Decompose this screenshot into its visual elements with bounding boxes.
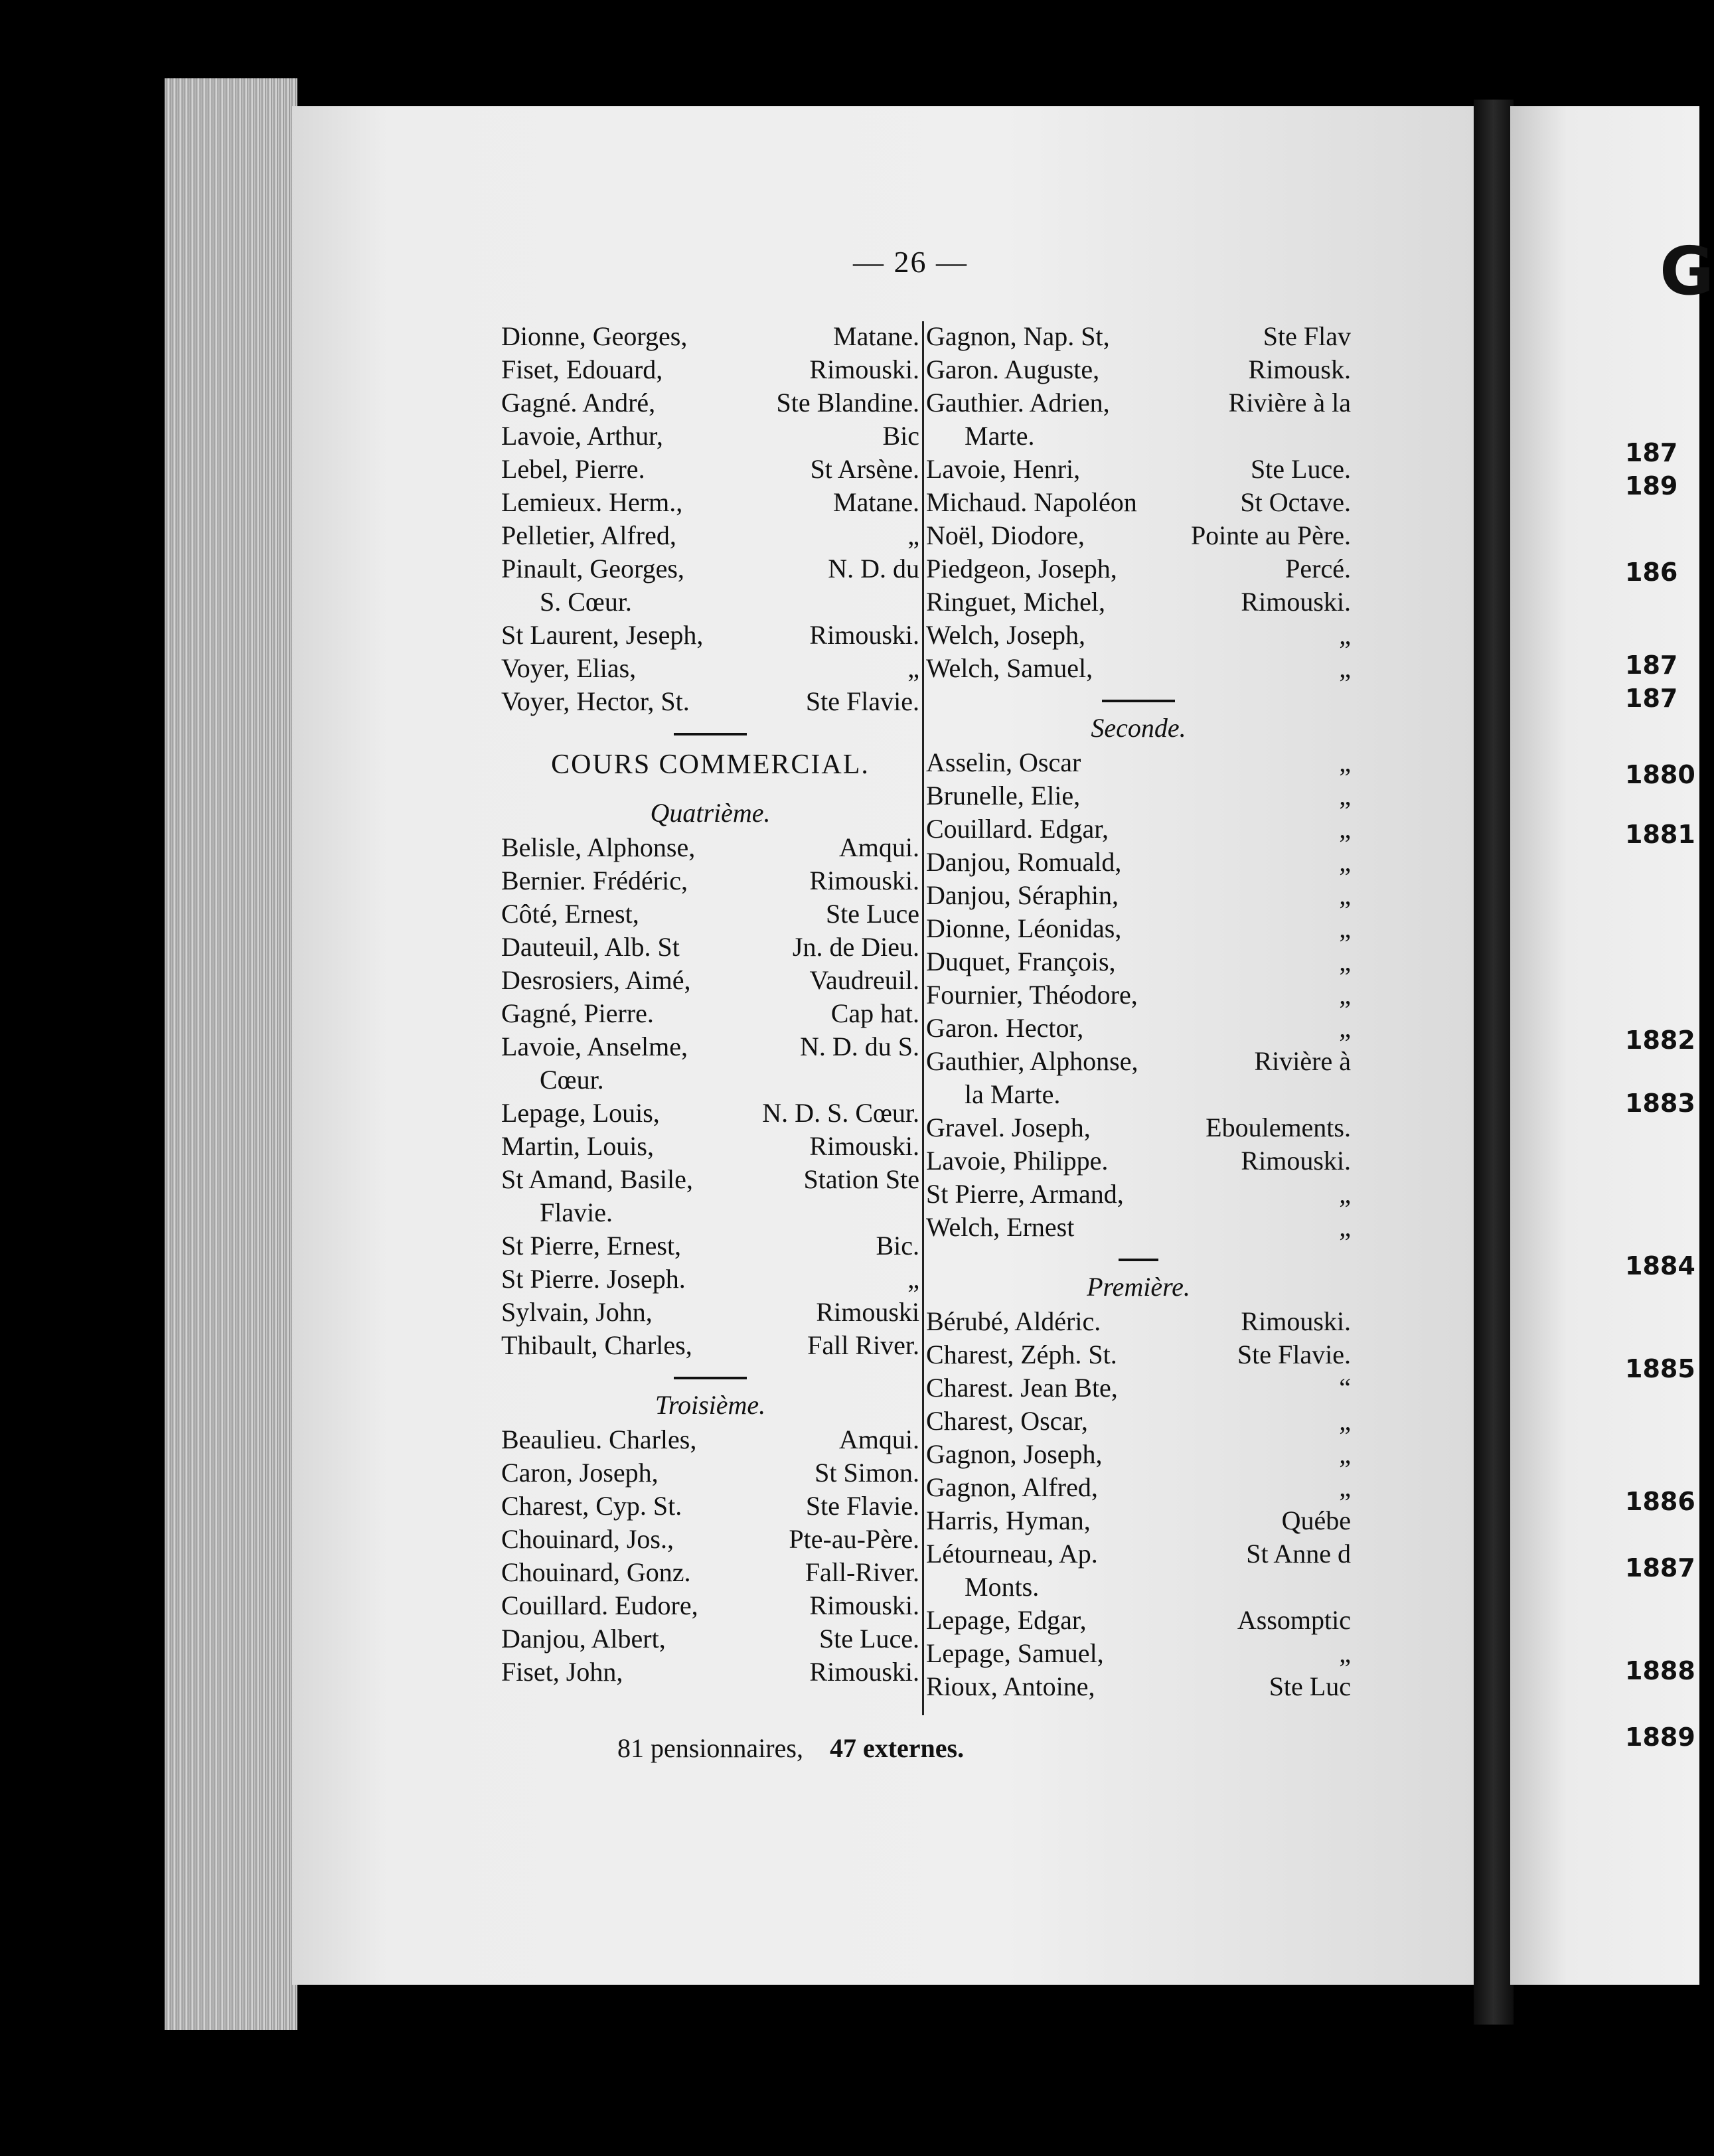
section-rule	[1102, 700, 1175, 702]
student-place: „	[907, 1264, 919, 1294]
list-item	[501, 1490, 919, 1523]
student-place: Ste Luce	[825, 899, 919, 929]
list-item	[926, 519, 1351, 552]
student-name: Caron, Joseph,	[501, 1458, 659, 1488]
student-name: St Laurent, Jeseph,	[501, 620, 704, 650]
student-place: “	[1339, 1373, 1351, 1403]
list-item	[926, 453, 1351, 486]
student-name: Noël, Diodore,	[926, 520, 1085, 550]
student-place: Rimouski.	[809, 354, 919, 384]
student-name: Martin, Louis,	[501, 1131, 654, 1161]
year-label: 187	[1625, 651, 1678, 680]
list-item	[926, 1637, 1351, 1670]
student-name: Thibault, Charles,	[501, 1330, 692, 1360]
list-item	[501, 964, 919, 997]
year-label: 186	[1625, 558, 1678, 587]
page-number: — 26 —	[853, 245, 968, 279]
list-item	[926, 978, 1351, 1012]
list-item	[501, 453, 919, 486]
student-place: Rimousk.	[1248, 354, 1351, 384]
list-item	[926, 1371, 1351, 1405]
right-column	[926, 320, 1351, 1703]
student-place: „	[1339, 1179, 1351, 1209]
list-item	[501, 1296, 919, 1329]
quatrieme-list	[501, 831, 919, 1362]
list-item	[926, 779, 1351, 812]
seconde-list	[926, 746, 1351, 1244]
list-item	[926, 1338, 1351, 1371]
year-label: 1888	[1625, 1656, 1695, 1685]
list-item	[501, 1622, 919, 1656]
student-name: Gagné. André,	[501, 388, 656, 418]
student-name: Charest, Cyp. St.	[501, 1491, 682, 1521]
student-name: St Pierre. Joseph.	[501, 1264, 686, 1294]
list-item	[501, 897, 919, 931]
list-item	[926, 1438, 1351, 1471]
pensionnaires-count: 81 pensionnaires,	[617, 1733, 803, 1763]
student-place: Rivière à la	[1228, 388, 1351, 418]
student-place: Rimouski.	[809, 866, 919, 895]
student-place: „	[1339, 1013, 1351, 1043]
list-item	[501, 1589, 919, 1622]
student-name: Lavoie, Philippe.	[926, 1146, 1109, 1176]
list-item	[926, 1670, 1351, 1703]
student-name: Létourneau, Ap.	[926, 1539, 1098, 1569]
list-item	[501, 1329, 919, 1362]
student-name: Belisle, Alphonse,	[501, 832, 696, 862]
student-name: Fiset, Edouard,	[501, 354, 663, 384]
student-name: Danjou, Albert,	[501, 1624, 666, 1654]
student-place: „	[1339, 1406, 1351, 1436]
student-name: Pinault, Georges,	[501, 554, 684, 583]
list-item	[501, 1097, 919, 1130]
list-item	[926, 585, 1351, 619]
right-page-heading: G	[1660, 232, 1714, 310]
student-place: Assomptic	[1237, 1605, 1351, 1635]
student-place: Ste Flavie.	[1237, 1340, 1351, 1369]
student-place: Station Ste	[803, 1164, 919, 1194]
year-label: 1884	[1625, 1251, 1695, 1280]
student-name: Gagnon, Alfred,	[926, 1472, 1098, 1502]
student-name: Gagné, Pierre.	[501, 998, 654, 1028]
year-label: 1880	[1625, 760, 1695, 789]
left-top-list	[501, 320, 919, 718]
student-name: Rioux, Antoine,	[926, 1671, 1095, 1701]
place-continuation: la Marte.	[965, 1079, 1061, 1109]
list-item	[926, 1012, 1351, 1045]
student-name: Welch, Ernest	[926, 1212, 1075, 1242]
list-item	[926, 1111, 1351, 1144]
student-place: Amqui.	[838, 1424, 919, 1454]
student-name: Chouinard, Jos.,	[501, 1524, 674, 1554]
list-item	[926, 1504, 1351, 1537]
list-item	[501, 1656, 919, 1689]
student-name: Dauteuil, Alb. St	[501, 932, 680, 962]
student-name: Gagnon, Nap. St,	[926, 321, 1110, 351]
right-top-list	[926, 320, 1351, 685]
list-item	[501, 1423, 919, 1456]
year-label: 1881	[1625, 820, 1695, 849]
student-place: Bic.	[876, 1231, 919, 1261]
student-place: „	[1339, 880, 1351, 910]
place-continuation: Monts.	[965, 1572, 1040, 1602]
list-item	[501, 997, 919, 1030]
student-name: Charest. Jean Bte,	[926, 1373, 1118, 1403]
student-name: Gravel. Joseph,	[926, 1113, 1091, 1142]
list-item	[926, 812, 1351, 846]
student-name: Côté, Ernest,	[501, 899, 639, 929]
student-place: Bic	[882, 421, 919, 451]
student-place: Vaudreuil.	[809, 965, 919, 995]
list-item	[501, 831, 919, 864]
list-item	[501, 353, 919, 386]
student-name: Dionne, Léonidas,	[926, 913, 1122, 943]
list-item	[926, 1604, 1351, 1637]
student-place: „	[1339, 781, 1351, 810]
year-label: 1885	[1625, 1354, 1695, 1383]
book-spine	[1474, 100, 1514, 2025]
student-place: Rimouski.	[809, 620, 919, 650]
student-place: Eboulements.	[1206, 1113, 1351, 1142]
student-name: Fiset, John,	[501, 1657, 623, 1687]
list-item	[501, 1523, 919, 1556]
student-place: Rimouski.	[1241, 1146, 1351, 1176]
section-rule	[674, 1377, 747, 1379]
student-name: Bérubé, Aldéric.	[926, 1306, 1101, 1336]
student-name: Bernier. Frédéric,	[501, 866, 688, 895]
list-item	[926, 552, 1351, 585]
student-name: Charest, Oscar,	[926, 1406, 1088, 1436]
list-item	[501, 1263, 919, 1296]
student-name: Lavoie, Anselme,	[501, 1032, 688, 1061]
list-item	[926, 945, 1351, 978]
student-name: Voyer, Hector, St.	[501, 686, 690, 716]
student-name: Harris, Hyman,	[926, 1505, 1091, 1535]
troisieme-list	[501, 1423, 919, 1689]
list-item	[926, 1537, 1351, 1571]
student-place: Rivière à	[1254, 1046, 1351, 1076]
year-label: 1882	[1625, 1026, 1695, 1055]
student-place: „	[907, 520, 919, 550]
list-item	[501, 420, 919, 453]
list-item	[926, 912, 1351, 945]
student-place: Amqui.	[838, 832, 919, 862]
left-column	[501, 320, 919, 1689]
seconde-heading: Seconde.	[1091, 713, 1186, 743]
column-divider	[922, 321, 924, 1715]
student-name: Welch, Joseph,	[926, 620, 1086, 650]
student-place: St Anne d	[1246, 1539, 1351, 1569]
list-item	[501, 320, 919, 353]
year-label: 187	[1625, 438, 1678, 467]
student-place: Cap hat.	[830, 998, 919, 1028]
student-place: „	[1339, 814, 1351, 844]
place-continuation: S. Cœur.	[540, 587, 632, 617]
list-item	[926, 1405, 1351, 1438]
book-page-edges	[165, 78, 297, 2030]
year-label: 1889	[1625, 1723, 1695, 1752]
list-item	[926, 746, 1351, 779]
year-label: 1883	[1625, 1089, 1695, 1118]
list-item	[926, 619, 1351, 652]
student-name: Chouinard, Gonz.	[501, 1557, 691, 1587]
student-name: Desrosiers, Aimé,	[501, 965, 691, 995]
student-place: Matane.	[833, 321, 919, 351]
list-item	[501, 1456, 919, 1490]
student-name: Gauthier, Alphonse,	[926, 1046, 1138, 1076]
student-place: Ste Flavie.	[805, 686, 919, 716]
list-item	[926, 1178, 1351, 1211]
list-item	[926, 320, 1351, 353]
student-place: Rimouski.	[809, 1131, 919, 1161]
list-item	[926, 386, 1351, 420]
student-place: Ste Luc	[1269, 1671, 1351, 1701]
student-place: „	[1339, 913, 1351, 943]
student-name: Ringuet, Michel,	[926, 587, 1105, 617]
student-place: Rimouski.	[809, 1657, 919, 1687]
list-item	[501, 519, 919, 552]
student-place: Ste Luce.	[818, 1624, 919, 1654]
list-item	[926, 1144, 1351, 1178]
student-name: Garon. Hector,	[926, 1013, 1084, 1043]
student-place: „	[1339, 1439, 1351, 1469]
student-place: Percé.	[1285, 554, 1351, 583]
list-item	[501, 1556, 919, 1589]
student-place: N. D. S. Cœur.	[762, 1098, 919, 1128]
student-place: Rimouski.	[1241, 1306, 1351, 1336]
year-label: 1886	[1625, 1487, 1695, 1516]
student-name: Charest, Zéph. St.	[926, 1340, 1117, 1369]
list-item	[501, 652, 919, 685]
place-continuation: Flavie.	[540, 1197, 613, 1227]
list-item	[501, 619, 919, 652]
list-item	[926, 1045, 1351, 1078]
student-name: Lavoie, Henri,	[926, 454, 1081, 484]
student-name: Gauthier. Adrien,	[926, 388, 1110, 418]
student-place: Matane.	[833, 487, 919, 517]
year-label: 189	[1625, 471, 1678, 501]
student-name: Piedgeon, Joseph,	[926, 554, 1117, 583]
list-item	[501, 931, 919, 964]
year-label: 1887	[1625, 1553, 1695, 1582]
student-name: Fournier, Théodore,	[926, 980, 1138, 1010]
student-name: Lebel, Pierre.	[501, 454, 645, 484]
student-place: St Simon.	[815, 1458, 919, 1488]
list-item	[926, 652, 1351, 685]
student-name: St Pierre, Armand,	[926, 1179, 1124, 1209]
student-place: Ste Blandine.	[776, 388, 919, 418]
student-name: Danjou, Romuald,	[926, 847, 1122, 877]
list-item	[501, 1229, 919, 1263]
list-item	[926, 846, 1351, 879]
student-place: „	[1339, 620, 1351, 650]
list-item	[926, 486, 1351, 519]
student-name: Asselin, Oscar	[926, 747, 1081, 777]
student-name: Lepage, Samuel,	[926, 1638, 1104, 1668]
list-item	[501, 1163, 919, 1196]
student-place: „	[1339, 1212, 1351, 1242]
student-place: Ste Luce.	[1250, 454, 1351, 484]
student-place: Pte-au-Père.	[789, 1524, 919, 1554]
place-continuation: Marte.	[965, 421, 1035, 451]
student-name: Lepage, Louis,	[501, 1098, 660, 1128]
student-name: Garon. Auguste,	[926, 354, 1100, 384]
student-name: Pelletier, Alfred,	[501, 520, 676, 550]
student-place: Rimouski.	[1241, 587, 1351, 617]
student-name: Dionne, Georges,	[501, 321, 688, 351]
student-name: Lepage, Edgar,	[926, 1605, 1087, 1635]
student-place: „	[1339, 747, 1351, 777]
list-item	[926, 1471, 1351, 1504]
student-place: „	[907, 653, 919, 683]
list-item	[501, 1130, 919, 1163]
student-place: N. D. du	[828, 554, 919, 583]
list-item	[501, 1030, 919, 1063]
quatrieme-heading: Quatrième.	[650, 798, 771, 828]
student-place: „	[1339, 653, 1351, 683]
student-place: „	[1339, 1638, 1351, 1668]
list-item	[501, 386, 919, 420]
student-name: Lavoie, Arthur,	[501, 421, 663, 451]
list-item	[501, 685, 919, 718]
student-place: Pointe au Père.	[1190, 520, 1351, 550]
externes-count: 47 externes.	[829, 1733, 965, 1763]
student-place: Ste Flavie.	[805, 1491, 919, 1521]
student-name: Beaulieu. Charles,	[501, 1424, 697, 1454]
list-item	[926, 353, 1351, 386]
premiere-heading: Première.	[1087, 1272, 1190, 1302]
student-place: Fall-River.	[805, 1557, 919, 1587]
list-item	[926, 879, 1351, 912]
list-item	[926, 1211, 1351, 1244]
student-name: Couillard. Eudore,	[501, 1590, 698, 1620]
student-name: Sylvain, John,	[501, 1297, 653, 1327]
section-rule	[674, 733, 747, 735]
student-place: Jn. de Dieu.	[792, 932, 919, 962]
student-name: Brunelle, Elie,	[926, 781, 1081, 810]
student-place: Ste Flav	[1263, 321, 1351, 351]
student-name: Welch, Samuel,	[926, 653, 1093, 683]
student-name: Lemieux. Herm.,	[501, 487, 683, 517]
student-place: „	[1339, 1472, 1351, 1502]
student-place: Fall River.	[807, 1330, 919, 1360]
student-place: „	[1339, 947, 1351, 976]
student-place: St Octave.	[1240, 487, 1351, 517]
premiere-list	[926, 1305, 1351, 1703]
list-item	[501, 486, 919, 519]
list-item	[501, 552, 919, 585]
student-name: Couillard. Edgar,	[926, 814, 1109, 844]
section-rule	[1119, 1259, 1158, 1261]
student-name: Gagnon, Joseph,	[926, 1439, 1103, 1469]
student-place: „	[1339, 847, 1351, 877]
student-place: Québe	[1281, 1505, 1351, 1535]
student-name: St Pierre, Ernest,	[501, 1231, 682, 1261]
student-place: „	[1339, 980, 1351, 1010]
student-name: Duquet, François,	[926, 947, 1116, 976]
section-title: COURS COMMERCIAL.	[551, 749, 870, 780]
student-name: Voyer, Elias,	[501, 653, 637, 683]
student-place: Rimouski	[816, 1297, 919, 1327]
student-place: Rimouski.	[809, 1590, 919, 1620]
list-item	[926, 1305, 1351, 1338]
enrollment-footer	[617, 1733, 964, 1764]
place-continuation: Cœur.	[540, 1065, 604, 1095]
student-name: St Amand, Basile,	[501, 1164, 693, 1194]
year-label: 187	[1625, 684, 1678, 713]
troisieme-heading: Troisième.	[655, 1390, 766, 1420]
list-item	[501, 864, 919, 897]
student-name: Danjou, Séraphin,	[926, 880, 1119, 910]
student-place: St Arsène.	[810, 454, 919, 484]
student-place: N. D. du S.	[799, 1032, 919, 1061]
student-name: Michaud. Napoléon	[926, 487, 1137, 517]
